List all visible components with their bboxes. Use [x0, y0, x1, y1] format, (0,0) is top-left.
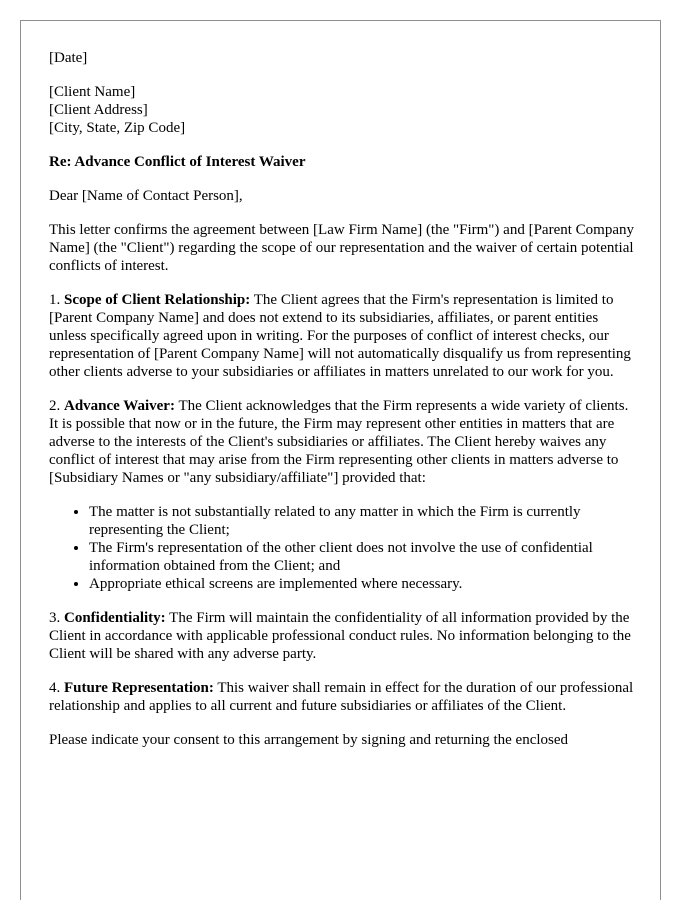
- section-number: 3.: [49, 610, 61, 626]
- section-body: The Client acknowledges that the Firm represents a wide variety of clients. It is possible that now or in the future, the Firm may represent other entities in matters that are adverse to the interests of the Client's subsidiaries or affiliates. The Client hereby waives any conflict of interest that may arise from the Firm representing other clients in matters adverse to [Subsidiary Names or "any subsidiary/affiliate"] provided that:: [49, 398, 629, 486]
- section-body: The Firm will maintain the confidentiality of all information provided by the Client in accordance with applicable professional conduct rules. No information belonging to the Client will be shared with any adverse party.: [49, 610, 631, 662]
- section-body: The Client agrees that the Firm's representation is limited to [Parent Company Name] and does not extend to its subsidiaries, affiliates, or parent entities unless specifically agreed upon in writing. For the purposes of conflict of interest checks, our representation of [Parent Company Name] will not automatically disqualify us from representing other clients adverse to your subsidiaries or affiliates in matters unrelated to our work for you.: [49, 292, 631, 380]
- letter-page: [20, 20, 661, 900]
- section-title: Advance Waiver:: [64, 398, 175, 414]
- recipient-name: [Client Name]: [49, 84, 136, 100]
- closing-paragraph: Please indicate your consent to this arrangement by signing and returning the enclosed: [49, 732, 569, 748]
- letter-body: [49, 49, 637, 765]
- list-item: • Appropriate ethical screens are implemented where necessary.: [89, 575, 637, 593]
- date-line: [49, 49, 637, 67]
- section-confidentiality: [49, 609, 637, 663]
- recipient-address: [Client Address]: [49, 102, 148, 118]
- section-number: 4.: [49, 680, 61, 696]
- list-item: • The Firm's representation of the other client does not involve the use of confidential information obtained from the Client; and: [89, 539, 637, 575]
- section-title: Future Representation:: [64, 680, 214, 696]
- section-title: Scope of Client Relationship:: [64, 292, 251, 308]
- salutation: Dear [Name of Contact Person],: [49, 188, 243, 204]
- list-item: • The matter is not substantially related to any matter in which the Firm is currently representing the Client;: [89, 503, 637, 539]
- section-number: 1.: [49, 292, 61, 308]
- section-title: Confidentiality:: [64, 610, 166, 626]
- waiver-conditions-list: [49, 503, 637, 593]
- section-number: 2.: [49, 398, 61, 414]
- letter-date: [Date]: [49, 50, 88, 66]
- section-scope: [49, 291, 637, 381]
- recipient-address-block: [49, 83, 637, 137]
- section-future-representation: [49, 679, 637, 715]
- section-advance-waiver: [49, 397, 637, 487]
- intro-paragraph: This letter confirms the agreement between [Law Firm Name] (the "Firm") and [Parent Company Name] (the "Client") regarding the scope of our representation and the waiver of certain potential conflicts of interest.: [49, 222, 634, 274]
- subject-line: Re: Advance Conflict of Interest Waiver: [49, 154, 306, 170]
- recipient-city: [City, State, Zip Code]: [49, 120, 186, 136]
- section-body: This waiver shall remain in effect for the duration of our professional relationship and applies to all current and future subsidiaries or affiliates of the Client.: [49, 680, 634, 714]
